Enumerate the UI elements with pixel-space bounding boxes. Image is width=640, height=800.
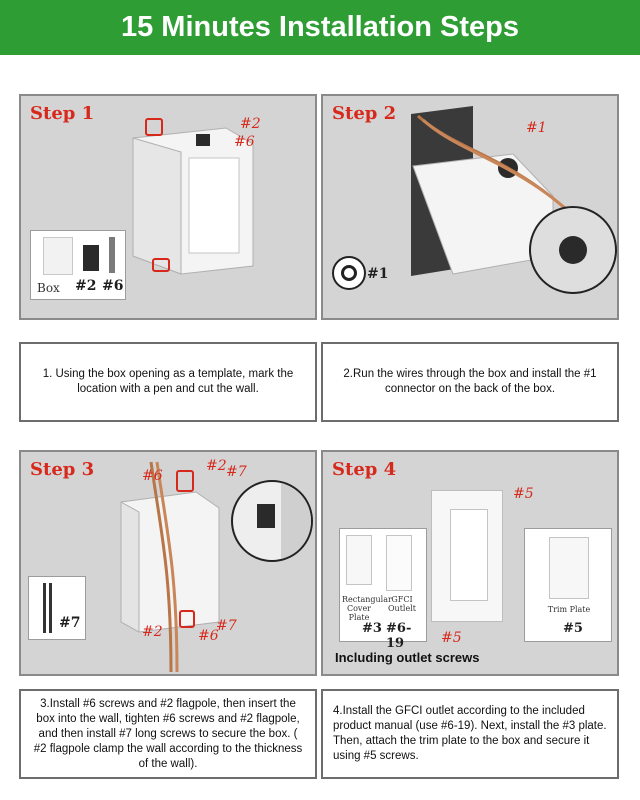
connector-icon: [341, 265, 357, 281]
step4-tag-5-trim: #5: [563, 621, 583, 636]
gfci-caption: GFCI Outlelt: [388, 595, 416, 613]
step4-description: 4.Install the GFCI outlet according to the included product manual (use #6-19). Next, install the #3 plate. Then, attach the trim plate to the box and secure it using #5 screws.: [333, 705, 607, 762]
wall-edge-detail: [281, 482, 313, 562]
step3-tag-2-top: #2: [206, 458, 227, 474]
page-title-banner: [0, 0, 640, 55]
step4-label: Step 4: [332, 459, 397, 480]
step2-label: Step 2: [332, 103, 397, 124]
step3-tag-6-top: #6: [142, 468, 163, 484]
step1-tag-6: #6: [234, 134, 255, 150]
trim-plate-image: [549, 537, 589, 599]
step4-tag-6-19: #6-19: [386, 621, 412, 651]
step2-description: 2.Run the wires through the box and install the #1 connector on the back of the box.: [343, 368, 597, 395]
step1-tag-2: #2: [240, 116, 261, 132]
step3-tag-6-bottom: #6: [198, 628, 219, 644]
step4-tag-5-top: #5: [513, 486, 534, 502]
step4-description-box: [321, 689, 619, 779]
cover-plate-caption: Rectangular Cover Plate: [342, 595, 392, 622]
installed-box-image: [431, 490, 503, 622]
step4-trim-inset: [524, 528, 612, 642]
step3-tag-7-bottom: #7: [216, 618, 237, 634]
connector-detail: [559, 236, 587, 264]
outlet-in-box: [450, 509, 488, 601]
step1-marker-top: [145, 118, 163, 136]
cover-plate-image: [346, 535, 372, 585]
step3-panel: [19, 450, 317, 676]
step1-parts-inset: [30, 230, 126, 300]
box-part-image: [43, 237, 73, 275]
step3-tag-2-bottom: #2: [142, 624, 163, 640]
step4-parts-inset: [339, 528, 427, 651]
step1-inset-tag-6: #6: [102, 278, 124, 294]
long-screw-image-2: [49, 583, 52, 633]
step4-panel: [321, 450, 619, 676]
trim-plate-caption: Trim Plate: [547, 605, 591, 614]
step4-tag-3: #3: [362, 621, 382, 636]
step4-tag-5-bottom: #5: [441, 630, 462, 646]
step3-description-box: [19, 689, 317, 779]
step3-description: 3.Install #6 screws and #2 flagpole, then insert the box into the wall, tighten #6 screws and #2 flagpole, and then install #7 long screws to secure the box. ( #2 flagpole clamp the wall according to the thickness of the wall).: [33, 697, 303, 770]
flagpole-part-image: [83, 245, 99, 271]
step3-detail-circle: [231, 480, 313, 562]
step1-inset-box-label: Box: [37, 281, 60, 295]
flagpole-detail: [257, 504, 275, 528]
long-screw-image: [43, 583, 46, 633]
page-title: 15 Minutes Installation Steps: [120, 11, 520, 43]
step3-screw-inset: [28, 576, 86, 640]
step2-panel: [321, 94, 619, 320]
step3-marker-bottom: [179, 610, 195, 628]
step1-description-box: [19, 342, 317, 422]
step3-marker-top: [176, 470, 194, 492]
step3-label: Step 3: [30, 459, 95, 480]
step2-tag-1: #1: [526, 120, 547, 136]
step1-description: 1. Using the box opening as a template, mark the location with a pen and cut the wall.: [42, 368, 294, 395]
step2-detail-circle: [529, 206, 617, 294]
gfci-outlet-image: [386, 535, 412, 591]
screw-part-image: [109, 237, 115, 273]
step2-connector-inset: [332, 256, 366, 290]
step1-marker-bottom: [152, 258, 170, 272]
step1-panel: [19, 94, 317, 320]
step3-inset-tag-7: #7: [59, 615, 81, 631]
step2-description-box: [321, 342, 619, 422]
step3-tag-7-top: #7: [226, 464, 247, 480]
step1-inset-tag-2: #2: [75, 278, 97, 294]
step1-label: Step 1: [30, 103, 95, 124]
outlet-screws-note: Including outlet screws: [335, 650, 480, 665]
step2-inset-tag-1: #1: [367, 266, 389, 282]
